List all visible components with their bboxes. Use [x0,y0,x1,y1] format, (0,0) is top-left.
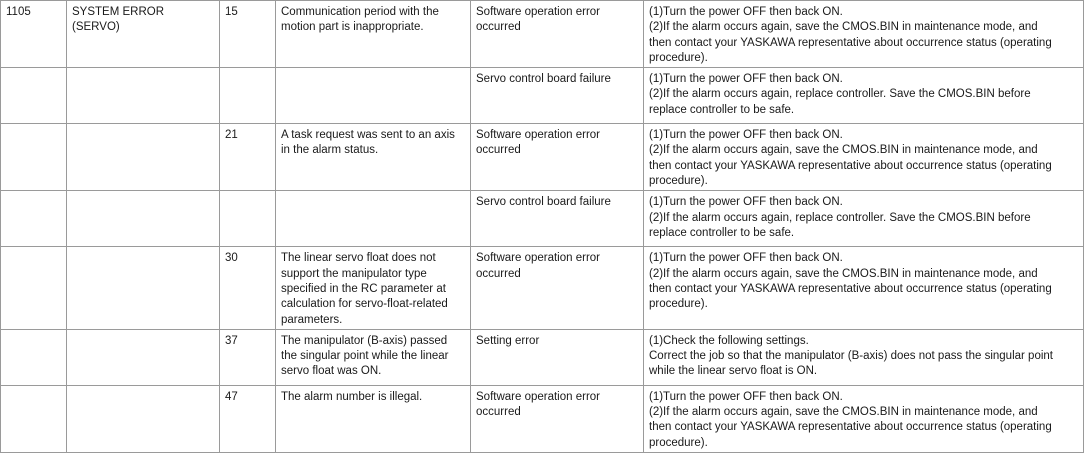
table-row [1,68,1084,124]
cause-cell: Software operation error occurred [471,1,644,68]
alarm-name-cell [67,68,220,124]
remedy-cell: (1)Turn the power OFF then back ON. (2)If the alarm occurs again, replace controller. Save the CMOS.BIN before replace controller to be safe. [644,191,1084,247]
alarm-name-cell [67,191,220,247]
sub-code-cell: 37 [220,329,276,385]
alarm-name-cell [67,329,220,385]
alarm-number-cell [1,191,67,247]
alarm-number-cell: 1105 [1,1,67,68]
meaning-cell: The manipulator (B-axis) passed the singular point while the linear servo float was ON. [276,329,471,385]
table-row [1,1,1084,68]
table-row [1,124,1084,191]
remedy-cell: (1)Turn the power OFF then back ON. (2)If the alarm occurs again, save the CMOS.BIN in maintenance mode, and then contact your YASKAWA representative about occurrence status (operating procedure). [644,124,1084,191]
sub-code-cell: 15 [220,1,276,68]
alarm-name-cell [67,124,220,191]
remedy-cell: (1)Turn the power OFF then back ON. (2)If the alarm occurs again, save the CMOS.BIN in maintenance mode, and then contact your YASKAWA representative about occurrence status (operating procedure). [644,247,1084,329]
sub-code-cell [220,191,276,247]
meaning-cell: A task request was sent to an axis in the alarm status. [276,124,471,191]
sub-code-cell: 21 [220,124,276,191]
alarm-name-cell [67,385,220,452]
alarm-number-cell [1,124,67,191]
remedy-cell: (1)Turn the power OFF then back ON. (2)If the alarm occurs again, save the CMOS.BIN in maintenance mode, and then contact your YASKAWA representative about occurrence status (operating procedure). [644,1,1084,68]
table-row [1,385,1084,452]
sub-code-cell: 30 [220,247,276,329]
alarm-number-cell [1,68,67,124]
cause-cell: Servo control board failure [471,191,644,247]
cause-cell: Software operation error occurred [471,385,644,452]
meaning-cell: The alarm number is illegal. [276,385,471,452]
cause-cell: Servo control board failure [471,68,644,124]
table-row [1,329,1084,385]
table-row [1,247,1084,329]
alarm-number-cell [1,329,67,385]
meaning-cell [276,68,471,124]
cause-cell: Setting error [471,329,644,385]
remedy-cell: (1)Check the following settings. Correct the job so that the manipulator (B-axis) does not pass the singular point while the linear servo float is ON. [644,329,1084,385]
sub-code-cell: 47 [220,385,276,452]
alarm-number-cell [1,385,67,452]
sub-code-cell [220,68,276,124]
alarm-number-cell [1,247,67,329]
alarm-name-cell [67,247,220,329]
cause-cell: Software operation error occurred [471,247,644,329]
alarm-name-cell: SYSTEM ERROR (SERVO) [67,1,220,68]
remedy-cell: (1)Turn the power OFF then back ON. (2)If the alarm occurs again, save the CMOS.BIN in maintenance mode, and then contact your YASKAWA representative about occurrence status (operating procedure). [644,385,1084,452]
meaning-cell: The linear servo float does not support the manipulator type specified in the RC parameter at calculation for servo-float-related parameters. [276,247,471,329]
cause-cell: Software operation error occurred [471,124,644,191]
remedy-cell: (1)Turn the power OFF then back ON. (2)If the alarm occurs again, replace controller. Save the CMOS.BIN before replace controller to be safe. [644,68,1084,124]
table-row [1,191,1084,247]
meaning-cell [276,191,471,247]
meaning-cell: Communication period with the motion part is inappropriate. [276,1,471,68]
